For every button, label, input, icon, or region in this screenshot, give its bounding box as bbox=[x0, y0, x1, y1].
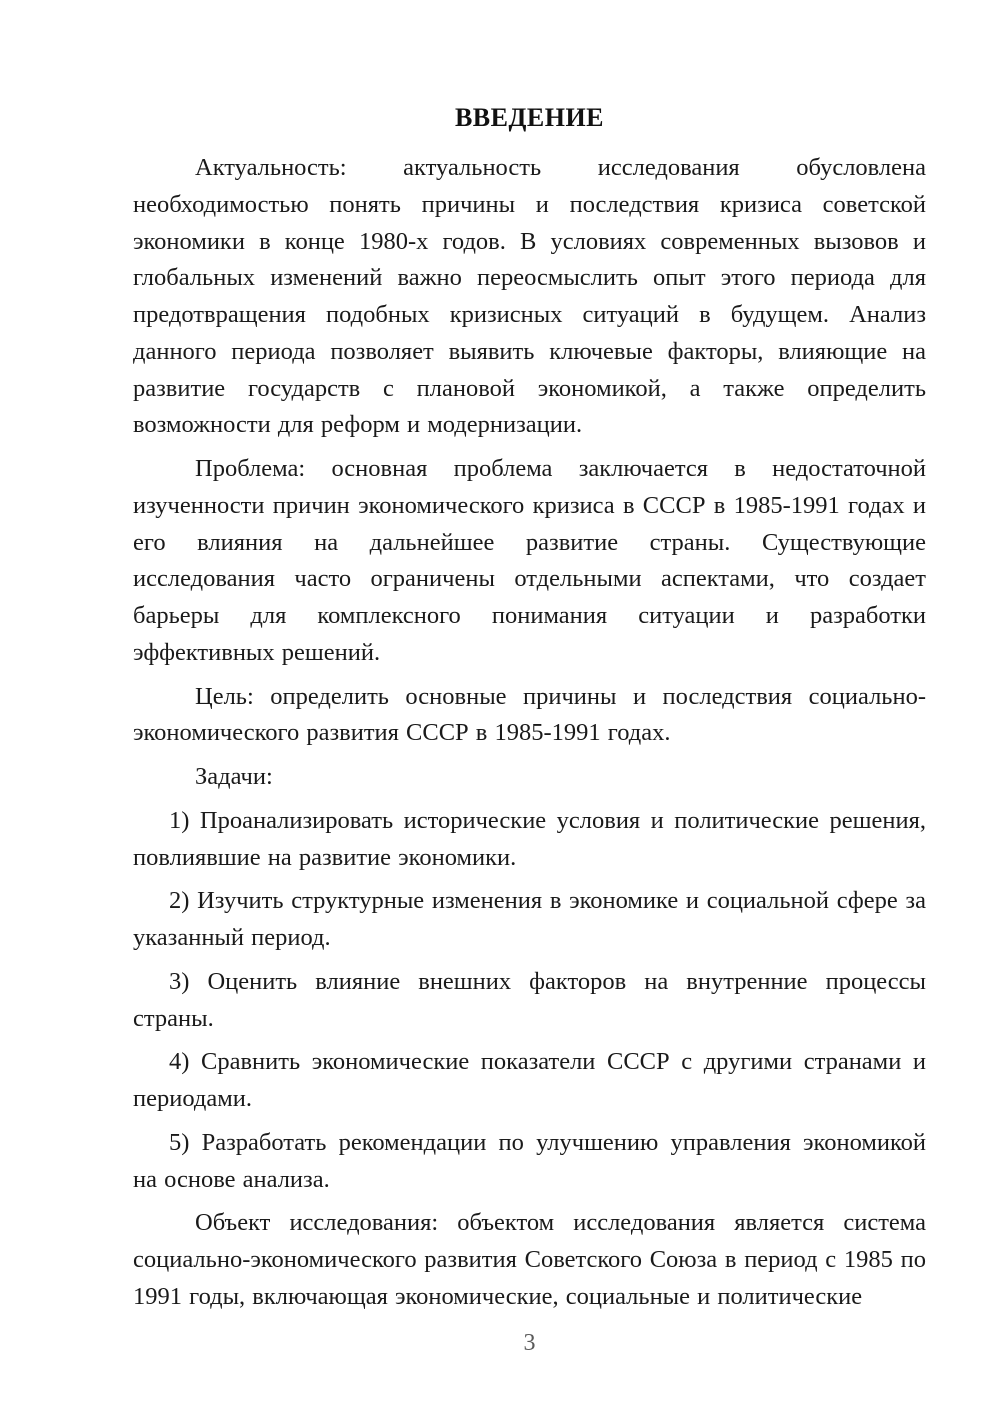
task-item-3: 3) Оценить влияние внешних факторов на внутренние процессы страны. bbox=[133, 967, 926, 1032]
paragraph-tsel: Цель: определить основные причины и последствия социально-экономического развития СССР в 1985-1991 годах. bbox=[133, 682, 926, 747]
task-item-2: 2) Изучить структурные изменения в экономике и социальной сфере за указанный период. bbox=[133, 887, 926, 951]
section-title: ВВЕДЕНИЕ bbox=[454, 103, 605, 132]
paragraph-zadachi-label: Задачи: bbox=[195, 763, 273, 790]
paragraph-problema: Проблема: основная проблема заключается в недостаточной изученности причин экономического кризиса в СССР в 1985-1991 годах и его влияния на дальнейшее развитие страны. Существующие исследования часто ограничены отдельными аспектами, что создает барьеры для комплексного понимания ситуации и разработки эффективных решений. bbox=[133, 455, 926, 666]
task-item-5: 5) Разработать рекомендации по улучшению управления экономикой на основе анализа. bbox=[133, 1128, 926, 1193]
paragraph-obekt: Объект исследования: объектом исследования является система социально-экономического развития Советского Союза в период с 1985 по 1991 годы, включающая экономические, социальные и политические bbox=[133, 1209, 926, 1310]
task-item-4: 4) Сравнить экономические показатели СССР с другими странами и периодами. bbox=[133, 1048, 926, 1112]
task-item-1: 1) Проанализировать исторические условия и политические решения, повлиявшие на развитие экономики. bbox=[133, 806, 926, 871]
paragraph-aktualnost: Актуальность: актуальность исследования обусловлена необходимостью понять причины и последствия кризиса советской экономики в конце 1980-х годов. В условиях современных вызовов и глобальных изменений важно переосмыслить опыт этого периода для предотвращения подобных кризисных ситуаций в будущем. Анализ данного периода позволяет выявить ключевые факторы, влияющие на развитие государств с плановой экономикой, а также определить возможности для реформ и модернизации. bbox=[133, 154, 926, 439]
page-number: 3 bbox=[523, 1330, 536, 1356]
